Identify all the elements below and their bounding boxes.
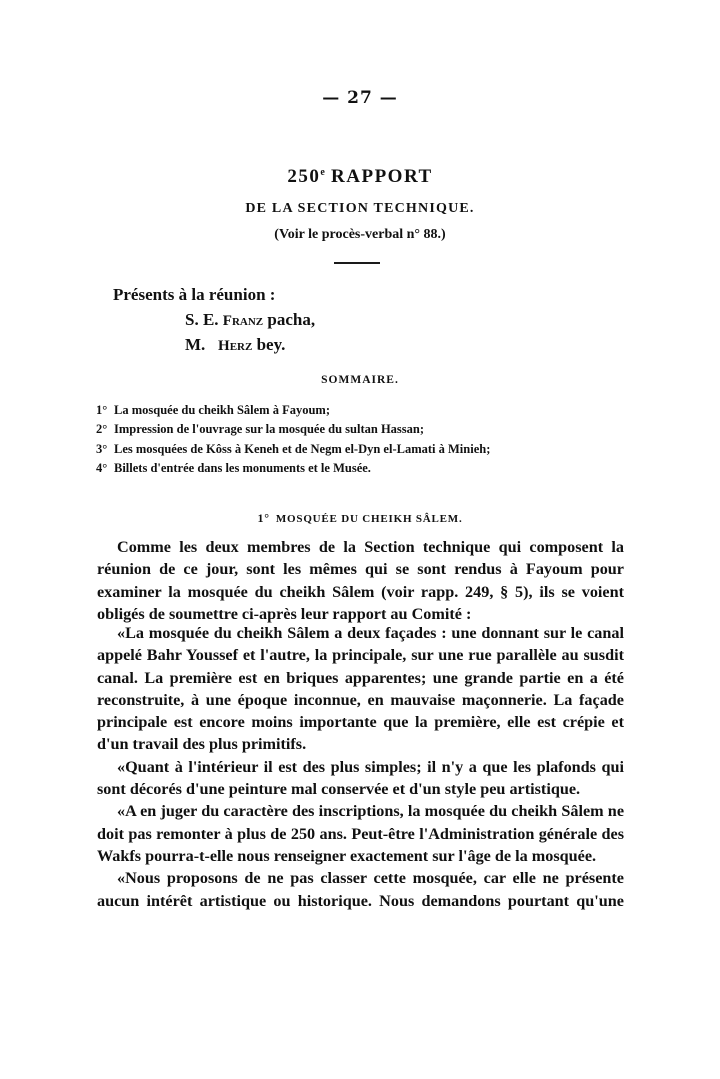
summary-item-number: 4° <box>96 461 108 475</box>
attendee-line <box>185 335 285 355</box>
summary-item-text: Impression de l'ouvrage sur la mosquée du sultan Hassan; <box>114 422 425 436</box>
summary-item-number: 1° <box>96 403 108 417</box>
quote-paragraph: «La mosquée du cheikh Sâlem a deux façades : une donnant sur le canal appelé Bahr Youssef et l'autre, la principale, sur une rue parallèle au susdit canal. La première est en briques apparentes; une grande partie en a été reconstruite, à une époque inconnue, en mauvaise maçonnerie. La façade principale est encore moins importante que la première, elle est crépie et d'un travail des plus primitifs. <box>97 624 624 754</box>
quote-paragraph: «Nous proposons de ne pas classer cette mosquée, car elle ne présente aucun intérêt artistique ou historique. Nous demandons pourtant qu'une <box>97 869 624 910</box>
section-number: 1° <box>257 511 270 525</box>
intro-paragraph-block <box>97 536 624 625</box>
attendee-name: Franz <box>222 313 264 329</box>
attendee-title: bey. <box>252 335 286 354</box>
summary-item-text: Les mosquées de Kôss à Keneh et de Negm el-Dyn el-Lamati à Minieh; <box>114 442 491 456</box>
intro-paragraph: Comme les deux membres de la Section technique qui composent la réunion de ce jour, sont les mêmes qui se sont rendus à Fayoum pour examiner la mosquée du cheikh Sâlem (voir rapp. 249, § 5), ils se voient obligés de soumettre ci-après leur rapport au Comité : <box>97 538 624 623</box>
attendee-prefix: M. <box>185 335 219 354</box>
quote-paragraph: «A en juger du caractère des inscriptions, la mosquée du cheikh Sâlem ne doit pas remonter à plus de 250 ans. Peut-être l'Administration générale des Wakfs pourra-t-elle nous renseigner exactement sur l'âge de la mosquée. <box>97 802 624 865</box>
report-title <box>0 166 720 188</box>
report-reference: (Voir le procès-verbal n° 88.) <box>274 227 446 242</box>
summary-item <box>96 442 490 457</box>
summary-item-text: Billets d'entrée dans les monuments et le Musée. <box>114 461 371 475</box>
report-title-word: RAPPORT <box>324 166 433 187</box>
attendee-prefix: S. E. <box>185 310 223 329</box>
report-subtitle: DE LA SECTION TECHNIQUE. <box>245 201 475 216</box>
quote-paragraph: «Quant à l'intérieur il est des plus simples; il n'y a que les plafonds qui sont décorés d'une peinture mal conservée et d'un style peu artistique. <box>97 757 624 799</box>
summary-item <box>96 403 330 418</box>
section-title: MOSQUÉE DU CHEIKH SÂLEM. <box>275 513 463 525</box>
attendance-label: Présents à la réunion : <box>113 285 276 304</box>
header-divider <box>334 262 380 264</box>
summary-item <box>96 461 371 476</box>
summary-item-text: La mosquée du cheikh Sâlem à Fayoum; <box>114 403 330 417</box>
attendee-name: Herz <box>218 338 253 354</box>
page-number: — 27 — <box>322 88 398 108</box>
summary-item <box>96 422 424 437</box>
section-heading <box>0 511 720 526</box>
report-title-superscript: e <box>320 167 325 178</box>
attendee-line <box>185 310 315 330</box>
summary-item-number: 2° <box>96 422 108 436</box>
summary-heading: SOMMAIRE. <box>321 374 399 386</box>
summary-item-number: 3° <box>96 442 108 456</box>
attendee-title: pacha, <box>263 310 316 329</box>
report-title-number: 250 <box>287 166 321 187</box>
report-quote-block <box>97 622 624 912</box>
